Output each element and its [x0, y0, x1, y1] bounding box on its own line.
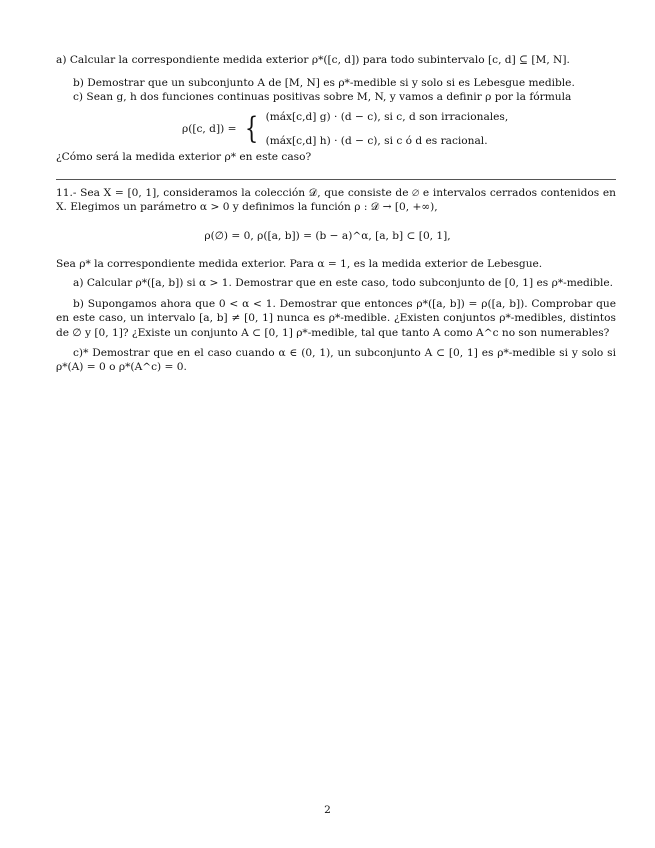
- problem-11-sea: Sea ρ* la correspondiente medida exterior. Para α = 1, es la medida exterior de Lebesgue.: [56, 258, 543, 270]
- formula-case-rational: (máx[c,d] h) · (d − c), si c ó d es racional.: [265, 134, 488, 147]
- section-divider: [56, 179, 616, 180]
- problem-11-part-b: b) Supongamos ahora que 0 < α < 1. Demostrar que entonces ρ*([a, b]) = ρ([a, b]). Comprobar que en este caso, un intervalo [a, b] ≠ [0, 1] nunca es ρ*-medible. ¿Existen conjuntos ρ*-medibles, distintos de ∅ y [0, 1]? ¿Existe un conjunto A ⊂ [0, 1] ρ*-medible, tal que tanto A como A^c no son numerables?: [56, 298, 616, 339]
- formula-lhs: ρ([c, d]) =: [182, 122, 237, 135]
- problem-11-intro: 11.- Sea X = [0, 1], consideramos la colección 𝒟, que consiste de ∅ e intervalos cerrados contenidos en X. Elegimos un parámetro α > 0 y definimos la función ρ : 𝒟 → [0, +∞),: [56, 187, 616, 214]
- left-brace: {: [245, 111, 259, 146]
- problem-11-part-c: c)* Demostrar que en el caso cuando α ∈ (0, 1), un subconjunto A ⊂ [0, 1] es ρ*-medible si y solo si ρ*(A) = 0 o ρ*(A^c) = 0.: [56, 347, 616, 374]
- formula-cases: [266, 110, 509, 148]
- page-number: 2: [324, 804, 331, 816]
- exterior-measure-question: ¿Cómo será la medida exterior ρ* en este caso?: [56, 151, 312, 163]
- problem-11-formula: ρ(∅) = 0, ρ([a, b]) = (b − a)^α, [a, b] ⊂ [0, 1],: [204, 230, 451, 242]
- piecewise-formula: [182, 109, 508, 149]
- formula-case-irrational: (máx[c,d] g) · (d − c), si c, d son irracionales,: [265, 111, 509, 123]
- item-b-text: b) Demostrar que un subconjunto A de [M, N] es ρ*-medible si y solo si es Lebesgue medible.: [73, 77, 575, 89]
- item-c-text: c) Sean g, h dos funciones continuas positivas sobre M, N, y vamos a definir ρ por la fórmula: [73, 91, 572, 103]
- problem-11-part-a: a) Calcular ρ*([a, b]) si α > 1. Demostrar que en este caso, todo subconjunto de [0, 1] es ρ*-medible.: [73, 277, 614, 289]
- item-a-text: a) Calcular la correspondiente medida exterior ρ*([c, d]) para todo subintervalo [c, d] ⊆ [M, N].: [56, 54, 570, 66]
